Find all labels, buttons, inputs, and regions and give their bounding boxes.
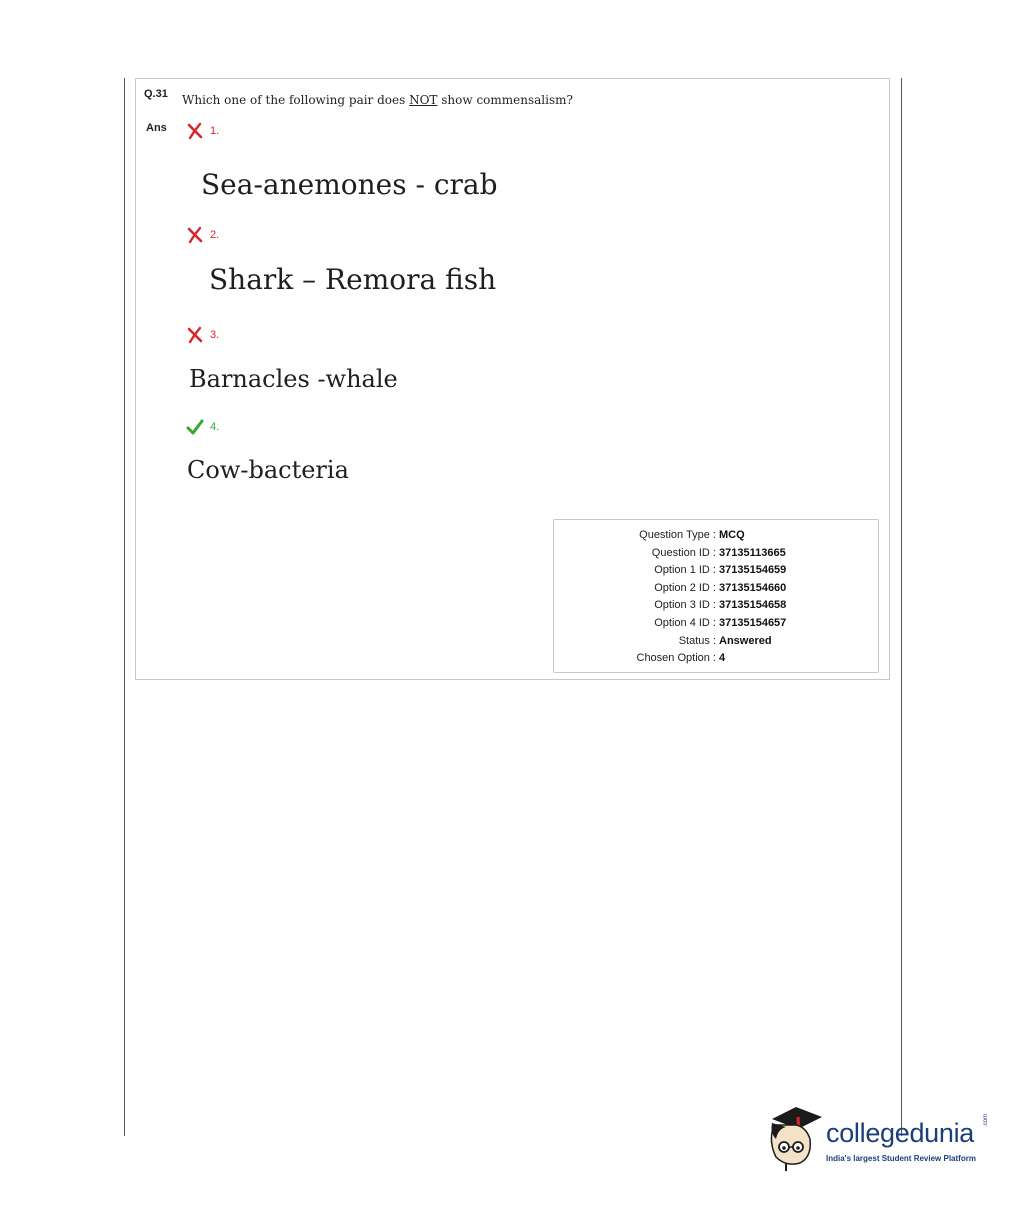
meta-chosen-option: Chosen Option : 4	[636, 652, 726, 664]
option-1-marker	[186, 122, 219, 140]
option-3-number: 3.	[210, 329, 220, 341]
question-emphasis: NOT	[409, 93, 438, 107]
option-4-marker	[186, 418, 219, 436]
cross-icon	[186, 226, 204, 244]
page-border-left	[124, 78, 125, 1136]
page-border-right	[901, 78, 902, 1136]
meta-option-1-id: Option 1 ID : 37135154659	[654, 564, 787, 576]
meta-option-3-id: Option 3 ID : 37135154658	[654, 599, 787, 611]
question-card	[135, 78, 890, 680]
collegedunia-logo	[766, 1103, 996, 1173]
answer-label: Ans	[146, 122, 167, 134]
option-2-number: 2.	[210, 229, 220, 241]
option-4-number: 4.	[210, 421, 220, 433]
option-4-text: Cow-bacteria	[187, 456, 349, 484]
checkmark-icon	[186, 418, 204, 436]
logo-tagline: India's largest Student Review Platform	[826, 1154, 976, 1163]
logo-wordmark: collegedunia	[826, 1118, 975, 1148]
mascot-icon	[766, 1103, 824, 1173]
meta-status: Status : Answered	[678, 635, 772, 647]
question-meta-box	[553, 519, 879, 673]
option-2-marker	[186, 226, 219, 244]
question-text: Which one of the following pair does NOT show commensalism?	[182, 93, 573, 107]
meta-question-type: Question Type : MCQ	[639, 529, 745, 541]
cross-icon	[186, 122, 204, 140]
logo-com: .com	[983, 1113, 989, 1127]
option-3-marker	[186, 326, 219, 344]
option-1-text: Sea-anemones - crab	[201, 168, 498, 201]
question-number: Q.31	[144, 88, 168, 100]
cross-icon	[186, 326, 204, 344]
meta-question-id: Question ID : 37135113665	[651, 547, 786, 559]
meta-option-2-id: Option 2 ID : 37135154660	[654, 582, 787, 594]
option-3-text: Barnacles -whale	[189, 365, 398, 393]
meta-option-4-id: Option 4 ID : 37135154657	[654, 617, 787, 629]
option-1-number: 1.	[210, 125, 220, 137]
option-2-text: Shark – Remora fish	[209, 263, 497, 296]
